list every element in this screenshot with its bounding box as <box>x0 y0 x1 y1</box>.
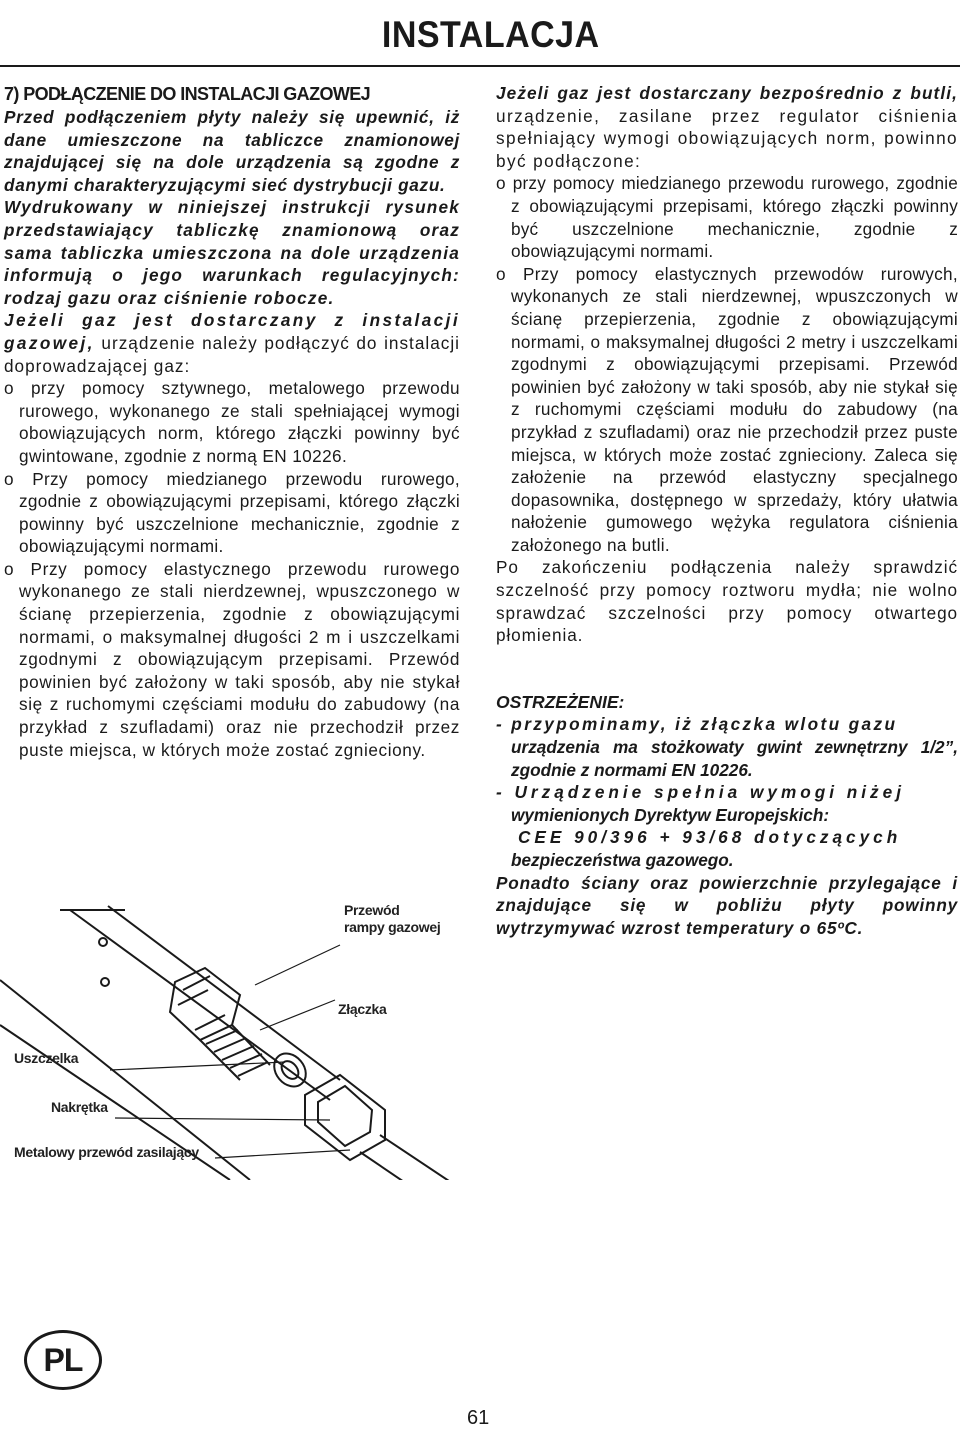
label-supply-pipe: Metalowy przewód zasilający <box>14 1144 199 1160</box>
label-nut: Nakrętka <box>51 1099 108 1115</box>
list-item: o przy pomocy sztywnego, metalowego przewodu rurowego, wykonanego ze stali spełniającej wymogi obowiązujących norm, którego złączki powinny być gwintowane, zgodnie z normą EN 10226. <box>4 378 460 466</box>
warning-item: - przypominamy, iż złączka wlotu gazu <box>496 714 898 735</box>
intro-paragraph: Przed podłączeniem płyty należy się upewnić, iż dane umieszczone na tabliczce znamionowej znajdującej się na dole urządzenia są zgodne z danymi charakteryzującymi sieć dystrybucji gazu. <box>4 107 460 195</box>
warning-item-continued: bezpieczeństwa gazowego. <box>511 850 734 870</box>
list-item: o Przy pomocy miedzianego przewodu rurowego, zgodnie z obowiązującymi przepisami, którego złączki powinny być uszczelnione mechanicznie, zgodnie z obowiązującymi normami. <box>4 468 460 557</box>
installation-rest: urządzenie należy podłączyć do instalacji doprowadzającej gaz: <box>4 332 460 376</box>
left-column <box>4 82 460 761</box>
page-title: INSTALACJA <box>382 14 600 55</box>
plate-paragraph: Wydrukowany w niniejszej instrukcji rysunek przedstawiający tabliczkę znamionową oraz sama tabliczka umieszczona na dole urządzenia informują o jego warunkach regulacyjnych: rodzaj gazu oraz ciśnienie robocze. <box>4 197 460 308</box>
list-item: o Przy pomocy elastycznego przewodu rurowego wykonanego ze stali nierdzewnej, wpuszczonego w ścianę przepierzenia, zgodnie z obowiązującymi normami, o maksymalnej długości 2 m i uszczelkami zgodnymi z obowiązującym przepisami. Przewód powinien być założony w taki sposób, aby nie stykał się z ruchomymi częściami modułu do zabudowy (na przykład z szufladami) oraz nie przechodził przez puste miejsca, w których może zostać zgnieciony. <box>4 558 460 760</box>
directive-reference: CEE 90/396 + 93/68 dotyczących <box>518 827 902 848</box>
list-item: o Przy pomocy elastycznych przewodów rurowych, wykonanych ze stali nierdzewnej, wpuszczonych w ścianę przepierzenia, zgodnie z obowiązującymi normami, o maksymalnej długości 2 metry i uszczelkami zgodnymi z obowiązującymi przepisami. Przewód powinien być założony w taki sposób, aby nie stykał się z ruchomymi częściami modułu do zabudowy (na przykład z szufladami) oraz nie przechodził przez puste miejsca, w których może zostać zgnieciony. Zaleca się założenie na przewód elastyczny specjalnego dopasownika, dostępnego w sprzedaży, który ułatwia nałożenie gumowego wężyka regulatora ciśnienia założonego na butli. <box>496 263 958 555</box>
installation-lead: Jeżeli gaz jest dostarczany z instalacji gazowej, <box>4 310 460 353</box>
header-rule <box>0 65 960 67</box>
list-item: o przy pomocy miedzianego przewodu rurowego, zgodnie z obowiązującymi przepisami, którego złączki powinny być uszczelnione mechanicznie, zgodnie z obowiązującymi normami. <box>496 173 958 262</box>
cylinder-paragraph <box>496 82 958 172</box>
page-number: 61 <box>467 1407 490 1429</box>
warning-item: - Urządzenie spełnia wymogi niżej <box>496 782 905 803</box>
warning-item-continued: wymienionych Dyrektyw Europejskich: <box>511 804 830 825</box>
warning-item-continued: urządzenia ma stożkowaty gwint zewnętrzny 1/2”, zgodnie z normami EN 10226. <box>511 737 958 780</box>
language-badge: PL <box>24 1330 102 1390</box>
cylinder-rest: urządzenie, zasilane przez regulator ciśnienia spełniający wymogi obowiązujących norm, powinno być podłączone: <box>496 105 958 171</box>
connection-diagram <box>0 890 470 1180</box>
temperature-note: Ponadto ściany oraz powierzchnie przylegające i znajdujące się w pobliżu płyty powinny wytrzymywać wzrost temperatury o 65ºC. <box>496 872 958 938</box>
leak-check-paragraph: Po zakończeniu podłączenia należy sprawdzić szczelność przy pomocy roztworu mydła; nie wolno sprawdzać szczelności przy pomocy otwartego płomienia. <box>496 557 958 646</box>
label-ramp-pipe: Przewód rampy gazowej <box>344 902 441 935</box>
installation-paragraph <box>4 309 460 377</box>
label-connector: Złączka <box>338 1001 387 1017</box>
ramp-edge <box>70 910 330 1100</box>
section-heading: 7) PODŁĄCZENIE DO INSTALACJI GAZOWEJ <box>4 84 371 104</box>
label-gasket: Uszczelka <box>14 1050 79 1066</box>
right-column <box>496 82 958 939</box>
warning-title: OSTRZEŻENIE: <box>496 691 625 712</box>
cylinder-lead: Jeżeli gaz jest dostarczany bezpośrednio z butli, <box>496 83 958 103</box>
